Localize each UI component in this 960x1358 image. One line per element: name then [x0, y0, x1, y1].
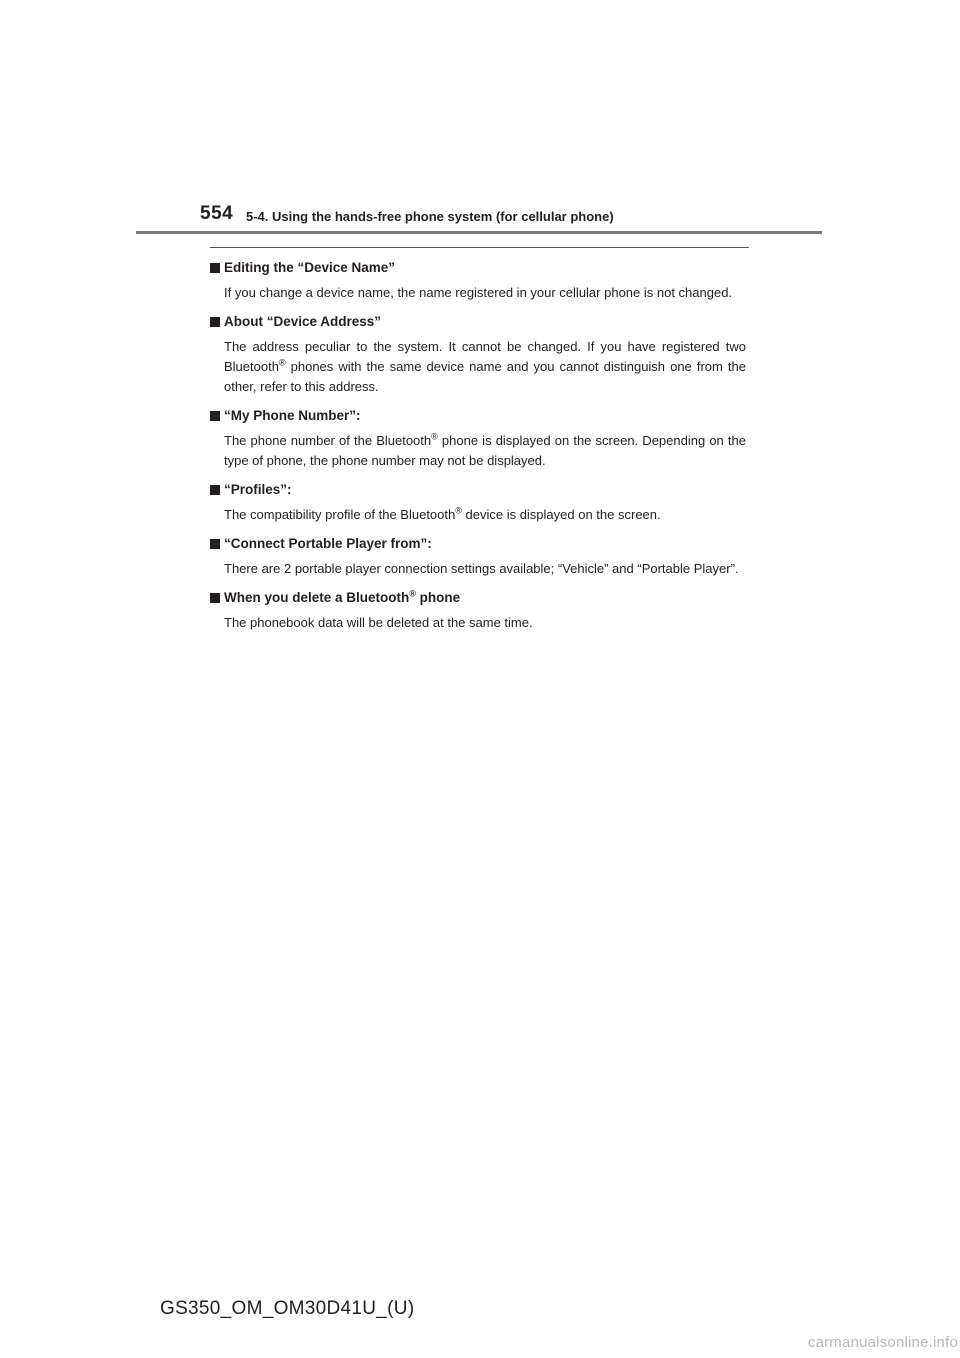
section-body	[224, 337, 746, 397]
section-profiles	[210, 480, 746, 525]
square-bullet-icon	[210, 485, 220, 495]
body-text: device is displayed on the screen.	[461, 507, 661, 522]
section-body	[224, 505, 746, 525]
square-bullet-icon	[210, 411, 220, 421]
section-body: The phonebook data will be deleted at the same time.	[224, 615, 533, 630]
page-number: 554	[200, 203, 234, 224]
section-my-phone-number	[210, 406, 746, 471]
section-body: There are 2 portable player connection settings available; “Vehicle” and “Portable Player”.	[224, 561, 739, 576]
section-delete-phone	[210, 588, 746, 633]
content-top-rule	[210, 247, 749, 248]
section-body: If you change a device name, the name registered in your cellular phone is not changed.	[224, 285, 733, 300]
footer-doc-code: GS350_OM_OM30D41U_(U)	[160, 1298, 415, 1319]
section-heading	[210, 258, 746, 278]
section-editing-device-name	[210, 258, 746, 303]
body-text: The address peculiar to the system. It cannot be changed. If you have registered two Bluetooth	[224, 339, 746, 374]
section-title: 5-4. Using the hands-free phone system (for cellular phone)	[246, 209, 614, 224]
section-heading	[210, 406, 746, 426]
square-bullet-icon	[210, 539, 220, 549]
body-text: The compatibility profile of the Bluetooth	[224, 507, 456, 522]
square-bullet-icon	[210, 593, 220, 603]
body-text: The phone number of the Bluetooth	[224, 433, 432, 448]
heading-text: About “Device Address”	[224, 314, 382, 329]
registered-mark: ®	[278, 357, 286, 368]
registered-mark: ®	[409, 588, 416, 599]
registered-mark: ®	[455, 505, 462, 516]
heading-text-part: phone	[415, 590, 461, 605]
section-body	[224, 431, 746, 471]
heading-text: Editing the “Device Name”	[224, 260, 396, 275]
heading-text: “Profiles”:	[224, 482, 292, 497]
square-bullet-icon	[210, 317, 220, 327]
body-text: phones with the same device name and you cannot distinguish one from the other, refer to this address.	[224, 359, 746, 394]
heading-text	[224, 588, 460, 608]
section-heading	[210, 534, 746, 554]
section-heading	[210, 588, 746, 608]
section-device-address	[210, 312, 746, 397]
registered-mark: ®	[431, 431, 438, 442]
heading-text-part: When you delete a Bluetooth	[224, 590, 410, 605]
heading-text: “Connect Portable Player from”:	[224, 536, 432, 551]
section-heading	[210, 312, 746, 332]
heading-text: “My Phone Number”:	[224, 408, 361, 423]
section-heading	[210, 480, 746, 500]
section-connect-portable-player	[210, 534, 746, 579]
watermark: carmanualsonline.info	[807, 1334, 958, 1351]
content	[210, 258, 746, 642]
header-rule	[136, 231, 822, 234]
body-text: phone is displayed on the screen. Depending on the type of phone, the phone number may not be displayed.	[224, 433, 746, 468]
square-bullet-icon	[210, 263, 220, 273]
